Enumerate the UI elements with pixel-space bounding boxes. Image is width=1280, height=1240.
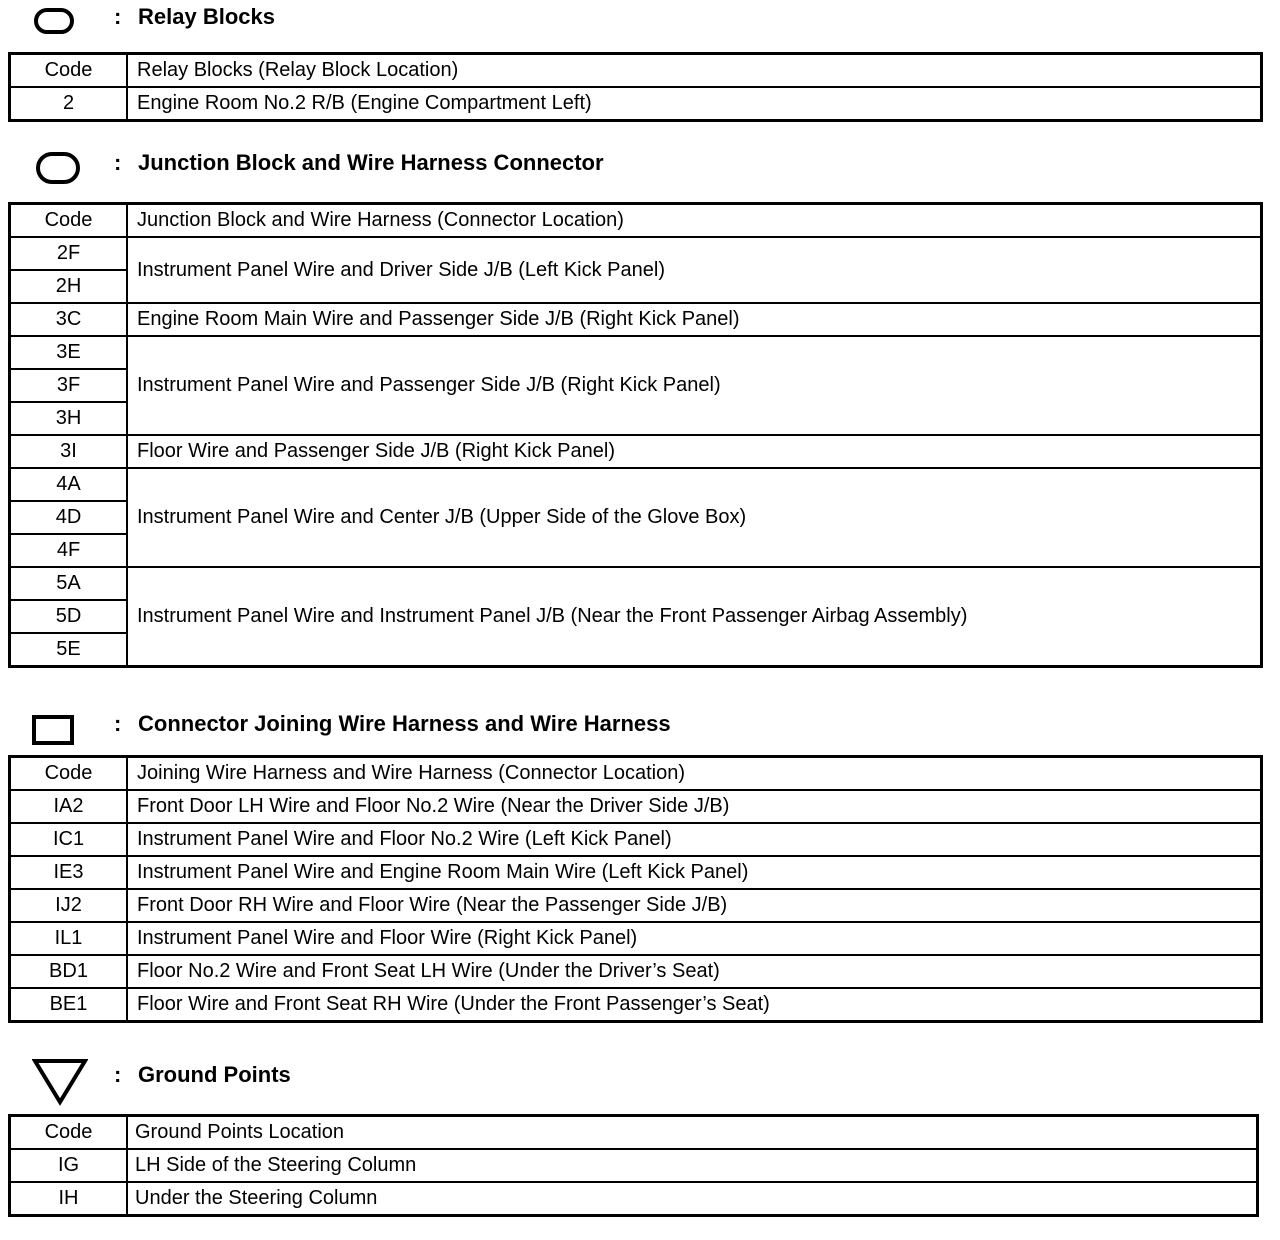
code-cell: 3I [10,435,128,468]
code-cell: 4D [10,501,128,534]
junction-block-header [8,150,1263,202]
relay-blocks-section [8,4,1263,122]
location-cell: Instrument Panel Wire and Driver Side J/B (Left Kick Panel) [127,237,1262,303]
table-row [10,87,1262,121]
location-column-header: Junction Block and Wire Harness (Connector Location) [127,204,1262,238]
table-row [10,988,1262,1022]
location-column-header: Joining Wire Harness and Wire Harness (Connector Location) [127,757,1262,791]
section-title: Relay Blocks [138,4,275,29]
code-cell: 4A [10,468,128,501]
code-cell: 3F [10,369,128,402]
ground-points-table [8,1114,1259,1217]
location-cell: Front Door RH Wire and Floor Wire (Near the Passenger Side J/B) [127,889,1262,922]
code-cell: IA2 [10,790,128,823]
code-column-header: Code [10,1116,128,1150]
code-cell: 5D [10,600,128,633]
section-colon: : [114,4,122,29]
section-colon: : [114,711,122,736]
section-title: Ground Points [138,1062,291,1087]
table-row [10,237,1262,270]
code-column-header: Code [10,204,128,238]
code-cell: IE3 [10,856,128,889]
location-cell: Engine Room No.2 R/B (Engine Compartment Left) [127,87,1262,121]
table-header-row [10,204,1262,238]
table-row [10,955,1262,988]
code-cell: BD1 [10,955,128,988]
location-cell: Instrument Panel Wire and Floor Wire (Right Kick Panel) [127,922,1262,955]
down-triangle-icon [32,1058,88,1106]
location-cell: Front Door LH Wire and Floor No.2 Wire (Near the Driver Side J/B) [127,790,1262,823]
code-cell: IJ2 [10,889,128,922]
section-colon: : [114,1062,122,1087]
rectangle-icon [32,715,74,745]
location-cell: LH Side of the Steering Column [127,1149,1258,1182]
code-column-header: Code [10,54,128,88]
code-cell: 2H [10,270,128,303]
section-title: Junction Block and Wire Harness Connector [138,150,604,175]
table-row [10,1182,1258,1216]
code-cell: 3H [10,402,128,435]
location-cell: Floor No.2 Wire and Front Seat LH Wire (Under the Driver’s Seat) [127,955,1262,988]
code-cell: IH [10,1182,128,1216]
code-cell: IC1 [10,823,128,856]
location-column-header: Relay Blocks (Relay Block Location) [127,54,1262,88]
table-row [10,336,1262,369]
relay-blocks-header [8,4,1263,52]
relay-blocks-table [8,52,1263,122]
table-header-row [10,54,1262,88]
code-cell: 2F [10,237,128,270]
table-row [10,567,1262,600]
rounded-oval-icon [34,8,74,34]
code-cell: 3C [10,303,128,336]
junction-block-table [8,202,1263,668]
location-cell: Floor Wire and Passenger Side J/B (Right Kick Panel) [127,435,1262,468]
code-cell: 5A [10,567,128,600]
table-row [10,823,1262,856]
location-cell: Instrument Panel Wire and Floor No.2 Wire (Left Kick Panel) [127,823,1262,856]
code-cell: 2 [10,87,128,121]
joining-connector-section [8,711,1263,1023]
code-column-header: Code [10,757,128,791]
location-column-header: Ground Points Location [127,1116,1258,1150]
table-row [10,435,1262,468]
joining-connector-header [8,711,1263,755]
ground-points-section [8,1062,1263,1217]
location-cell: Instrument Panel Wire and Center J/B (Upper Side of the Glove Box) [127,468,1262,567]
location-cell: Floor Wire and Front Seat RH Wire (Under the Front Passenger’s Seat) [127,988,1262,1022]
junction-block-section [8,150,1263,668]
location-cell: Instrument Panel Wire and Passenger Side J/B (Right Kick Panel) [127,336,1262,435]
code-cell: IG [10,1149,128,1182]
rounded-oval-icon [36,152,80,184]
code-cell: 4F [10,534,128,567]
section-colon: : [114,150,122,175]
table-row [10,1149,1258,1182]
table-row [10,889,1262,922]
table-row [10,856,1262,889]
section-title: Connector Joining Wire Harness and Wire Harness [138,711,671,736]
table-row [10,790,1262,823]
code-cell: 3E [10,336,128,369]
table-row [10,922,1262,955]
code-cell: IL1 [10,922,128,955]
table-row [10,303,1262,336]
table-header-row [10,757,1262,791]
location-cell: Instrument Panel Wire and Instrument Panel J/B (Near the Front Passenger Airbag Assembly) [127,567,1262,667]
location-cell: Under the Steering Column [127,1182,1258,1216]
location-cell: Instrument Panel Wire and Engine Room Main Wire (Left Kick Panel) [127,856,1262,889]
code-cell: BE1 [10,988,128,1022]
table-header-row [10,1116,1258,1150]
location-cell: Engine Room Main Wire and Passenger Side J/B (Right Kick Panel) [127,303,1262,336]
table-row [10,468,1262,501]
ground-points-header [8,1062,1263,1114]
joining-connector-table [8,755,1263,1023]
code-cell: 5E [10,633,128,667]
